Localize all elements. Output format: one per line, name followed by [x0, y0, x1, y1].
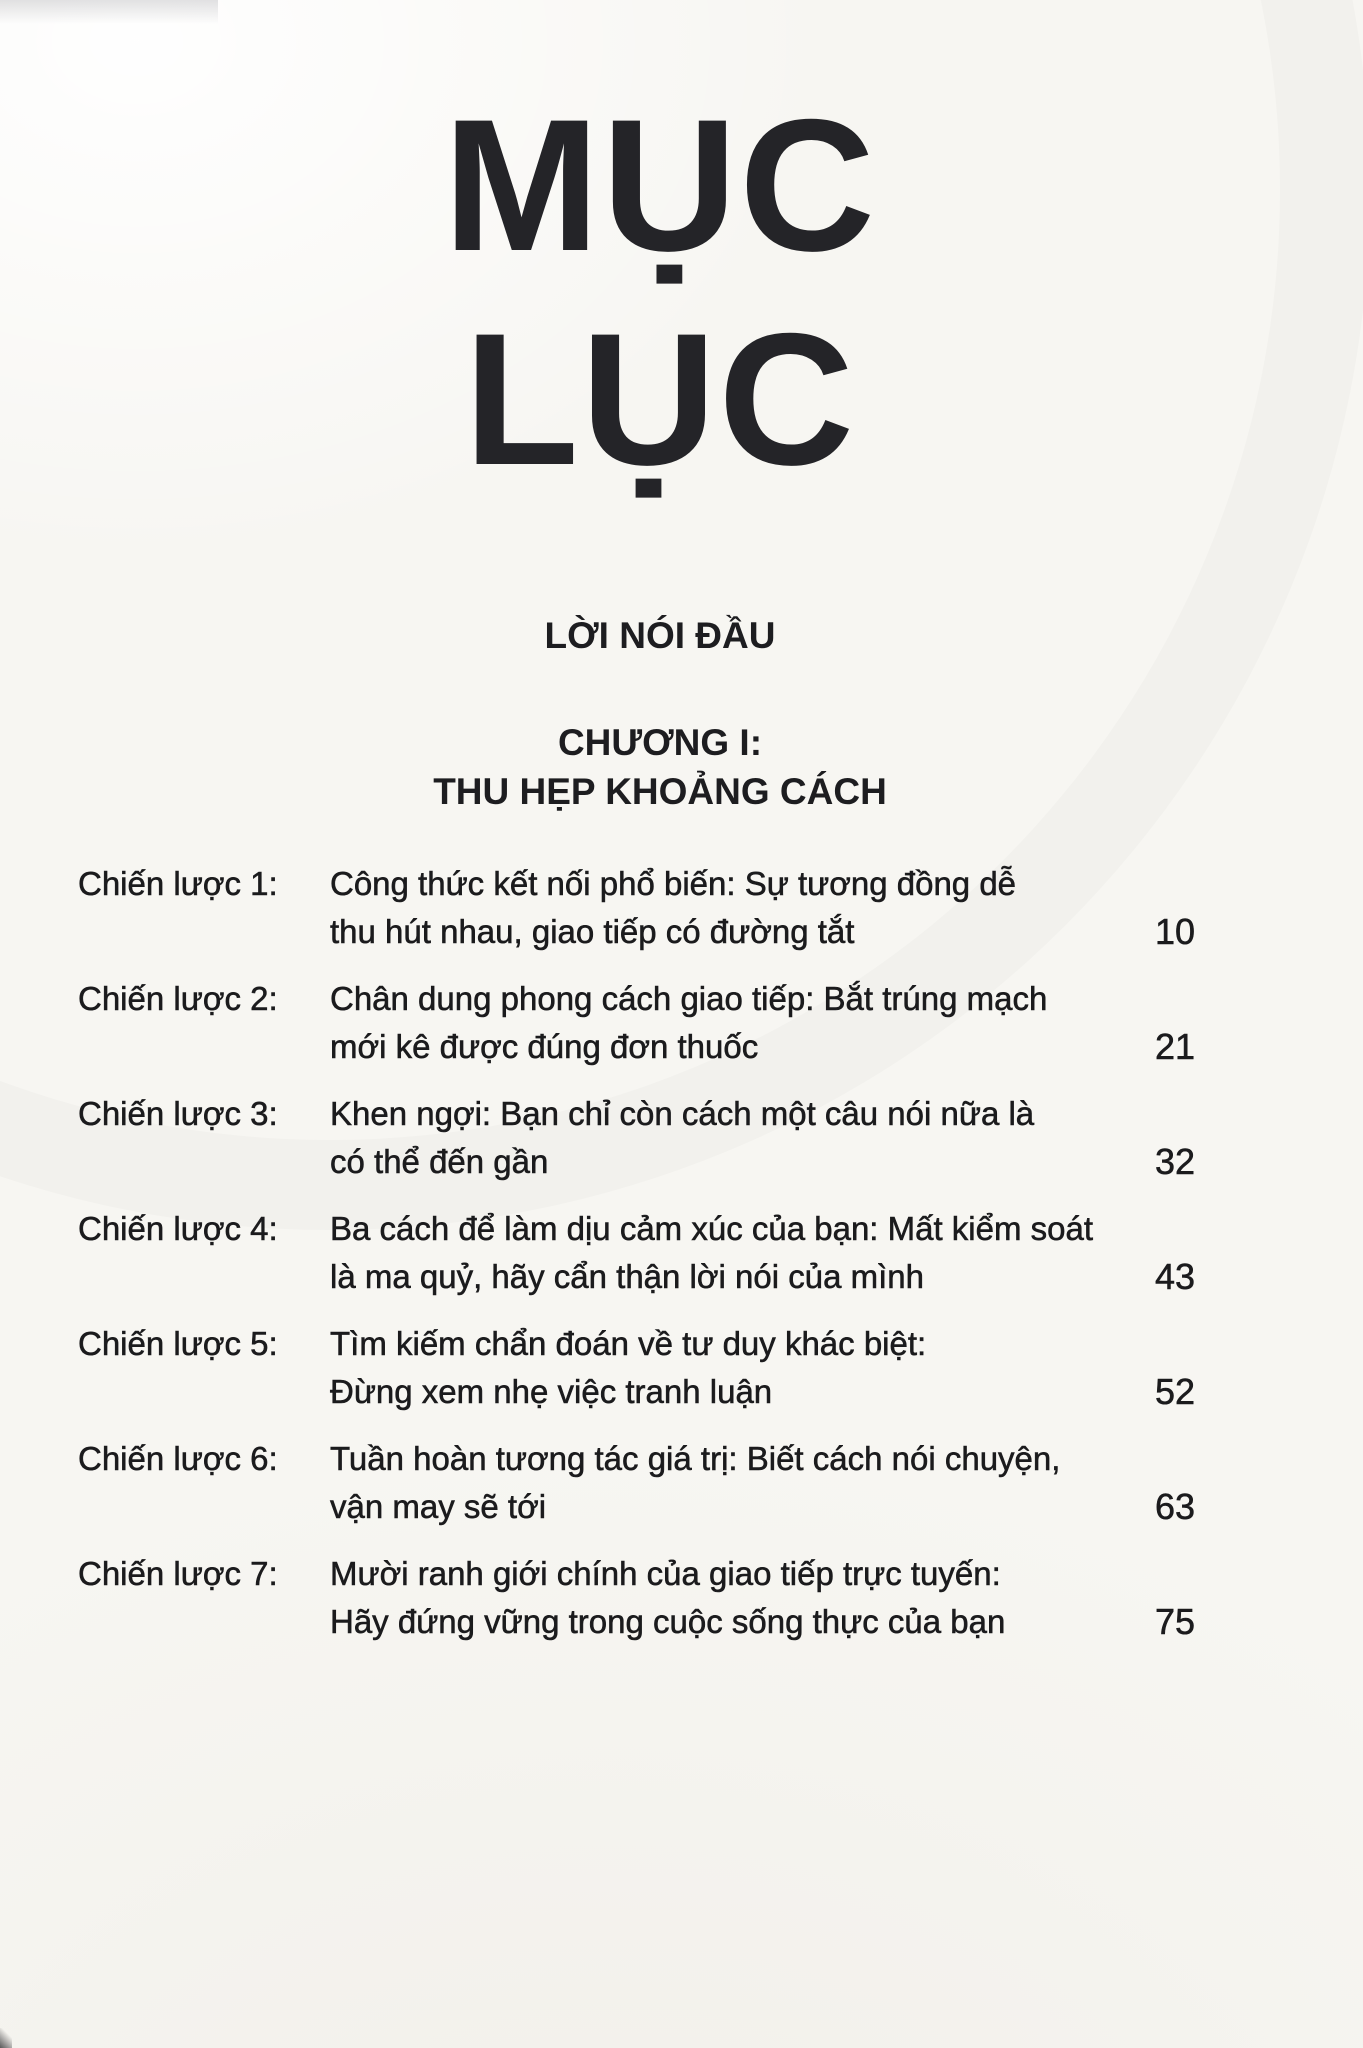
toc-entry-label: Chiến lược 3: — [78, 1095, 278, 1132]
toc-entry-title-line-2: Đừng xem nhẹ việc tranh luận — [330, 1373, 773, 1410]
toc-entry-page-number: 75 — [1154, 1601, 1195, 1642]
preface-heading: LỜI NÓI ĐẦU — [544, 615, 776, 656]
toc-entry — [78, 1320, 1250, 1416]
chapter-name-line: THU HẸP KHOẢNG CÁCH — [433, 771, 887, 812]
toc-entry-title — [330, 1205, 1150, 1301]
page-title-line-2: LỤC — [463, 294, 856, 505]
toc-entry-title-line-1: Khen ngợi: Bạn chỉ còn cách một câu nói nữa là — [330, 1095, 1035, 1132]
table-of-contents — [70, 860, 1250, 1665]
toc-entry-title — [330, 1435, 1150, 1531]
toc-entry — [78, 975, 1250, 1071]
toc-entry-title-line-2: Hãy đứng vững trong cuộc sống thực của bạn — [330, 1603, 1006, 1640]
toc-entry-title-line-1: Tìm kiếm chẩn đoán về tư duy khác biệt: — [330, 1325, 927, 1362]
toc-entry-title-line-2: thu hút nhau, giao tiếp có đường tắt — [330, 913, 855, 950]
toc-entry — [78, 860, 1250, 956]
toc-entry-label: Chiến lược 6: — [78, 1440, 278, 1477]
page-title — [70, 78, 1250, 507]
toc-entry-title — [330, 1320, 1150, 1416]
page-top-edge-shadow — [0, 0, 218, 24]
toc-entry-page-number: 52 — [1154, 1371, 1195, 1412]
toc-entry-title-line-1: Chân dung phong cách giao tiếp: Bắt trúng mạch — [330, 980, 1048, 1017]
toc-entry-label: Chiến lược 2: — [78, 980, 278, 1017]
toc-entry-title-line-1: Tuần hoàn tương tác giá trị: Biết cách nói chuyện, — [330, 1440, 1061, 1477]
toc-entry-title-line-1: Công thức kết nối phổ biến: Sự tương đồng dễ — [330, 865, 1017, 902]
toc-entry-title — [330, 1090, 1150, 1186]
chapter-heading — [70, 718, 1250, 816]
toc-entry-page-number: 63 — [1154, 1486, 1195, 1527]
toc-entry-label: Chiến lược 4: — [78, 1210, 278, 1247]
toc-entry-title-line-2: có thể đến gần — [330, 1143, 549, 1180]
toc-entry-label: Chiến lược 1: — [78, 865, 278, 902]
toc-entry — [78, 1205, 1250, 1301]
toc-entry-title-line-1: Ba cách để làm dịu cảm xúc của bạn: Mất kiểm soát — [330, 1210, 1094, 1247]
toc-entry-title-line-2: là ma quỷ, hãy cẩn thận lời nói của mình — [330, 1258, 924, 1295]
toc-entry-label: Chiến lược 7: — [78, 1555, 278, 1592]
toc-entry-title-line-1: Mười ranh giới chính của giao tiếp trực tuyến: — [330, 1555, 1001, 1592]
toc-entry-title-line-2: mới kê được đúng đơn thuốc — [330, 1028, 759, 1065]
toc-entry-title — [330, 860, 1150, 956]
page-corner-mark — [0, 2028, 12, 2048]
toc-entry-page-number: 10 — [1154, 911, 1195, 952]
page-title-line-1: MỤC — [443, 80, 877, 290]
toc-entry — [78, 1550, 1250, 1646]
toc-entry — [78, 1090, 1250, 1186]
toc-entry-title — [330, 1550, 1150, 1646]
toc-entry — [78, 1435, 1250, 1531]
toc-entry-page-number: 43 — [1154, 1256, 1195, 1297]
toc-entry-page-number: 21 — [1154, 1026, 1195, 1067]
toc-entry-title-line-2: vận may sẽ tới — [330, 1488, 547, 1525]
chapter-number-line: CHƯƠNG I: — [557, 722, 763, 763]
toc-entry-page-number: 32 — [1154, 1141, 1195, 1182]
toc-entry-label: Chiến lược 5: — [78, 1325, 278, 1362]
toc-entry-title — [330, 975, 1150, 1071]
